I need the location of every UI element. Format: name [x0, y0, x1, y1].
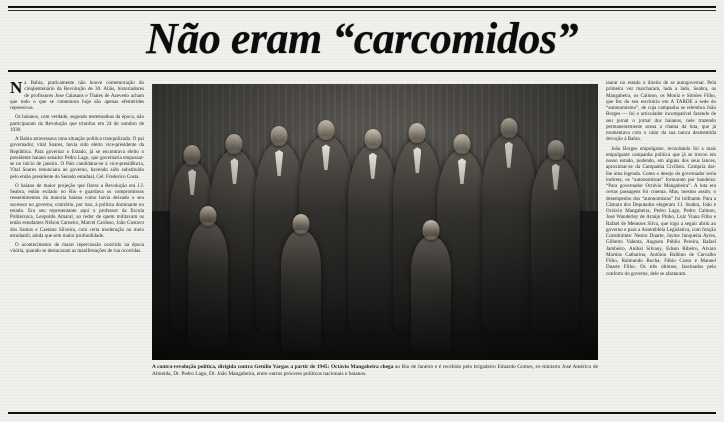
photo-figure-shirt	[369, 153, 377, 179]
paragraph: João Borges empolgarse, recordando foi a mais empolgante campanha política que já se travou em nosso estado, podendo, em alguns dos seus lances, aproximar-se da Campanha Civilista. Cumpria dar-lhe uma legenda. Como o desejo do governador seria indireta, os “autonomistas” formaram por bandeira: “Para governador Octávio Mangabeira”. A luta era certas passagens foi cruenta. Mas, mesmo assim, o desempenho dos “autonomistas” foi brilhante. Para a Câmara dos Deputados elegeram J.J. Seabra, João e Octávio Mangabeira, Pedro Lago, Pedro Calmon, José Wanderley de Araújo Pinho, Luiz Viana Filho e Rafael de Menezes Silva, que logo a seguir abriu ao governo e para a Assembléia Legislativa, com função Constituinte: Nestor Duarte, Jayme Junqueira Ayres, Gilberto Valenta, Augusto Públio Pereira, Rafael Jambeiro, Anibal Silvany, Edson Ribeiro, Alvaro Martins Catharino, Antônio Balbino de Carvalho Filho, Raimundo Rocha, Fábio Costa e Manuel Duarte Filho. Os três últimos, fascinados pelo conforto do governo, dele se afastaram.	[606, 145, 716, 277]
photo-figure-shirt	[322, 144, 330, 170]
photo-figure-shirt	[230, 158, 238, 184]
photo-figure-head	[271, 126, 288, 146]
photo-figure-head	[547, 140, 564, 160]
photo-figure-head	[453, 134, 470, 154]
paragraph	[10, 80, 144, 111]
photo-figure-head	[184, 145, 201, 165]
drop-cap: N	[10, 80, 23, 97]
photo-caption	[152, 364, 598, 378]
article-photo	[152, 84, 598, 360]
article-column-right	[606, 80, 716, 405]
article-column-left	[10, 80, 144, 405]
photo-figure	[482, 134, 536, 333]
photo-figure-head	[199, 206, 216, 226]
photo-figure	[348, 145, 397, 333]
photo-figure-shirt	[505, 142, 513, 168]
caption-lead: A contra-revolução política, dirigida contra Getúlio Vargas a partir de 1945: Octávio Mangabeira chega	[152, 364, 394, 370]
photo-figure-shirt	[275, 150, 283, 176]
photo-figure	[531, 156, 580, 333]
paragraph: Os baianos, com verdade, segundo testemunhas da época, não participaram da Revolução que triunfou em 24 de outubro de 1930.	[10, 114, 144, 133]
photo-figure-head	[409, 123, 426, 143]
left-column-text	[10, 80, 144, 255]
paragraph: O baiano de maior projeção que fizera a Revolução era J.J. Seabra, então exilado no Rio e guardava os compromissos ressentimentos da maioria baiana como havia deixado o seu sucessor no governo, contrário, por isso, à política dominante no estado. Era seu representante aqui o professor da Escola Politécnica, Leopoldo Amaral, ao redor de quem militavam os então estudantes Nélson Carneiro, Marcel Cardoso, João Gustavo dos Santos e Caetano Silveira, com certa moderação no meio estudantil, ainda que sem maior profundidade.	[10, 182, 144, 239]
photo-figure-shirt	[188, 169, 196, 195]
caption-rest: ao Rio de Janeiro e é recebido pelo brigadeiro Eduardo Gomes, ex-ministro José Américo de Almeida, Dr. Pedro Lago, Dr. João Mangabeira, entre outros próceres políticos nacionais e baianos.	[152, 364, 598, 377]
photo-figure-shirt	[458, 158, 466, 184]
paragraph-text: a Bahia, praticamente não houve comemoração do cinqüentenário da Revolução de 30. Aliás, historiadores de profissores Jose Calasans e Thales de Azevedo acham que tudo o que se comemora hoje são apenas efemérides repressivas.	[10, 80, 144, 111]
right-column-text	[606, 80, 716, 277]
headline-bottom-rule	[8, 70, 716, 72]
bottom-rule	[8, 412, 716, 414]
paragraph: taurar no estado o direito de se autogovernar. Pela primeira vez marcharam, lado a lado, Seabra, os Mangabeira, os Calmon, os Moniz e Simões Filho, que fez do seu escritório em A TARDE a sede do “autonomismo”, de cuja campanha se relembra João Borges — foi o articulador incompatível fazendo de seu jornal o jornal dos baianos, nele trazendo permanentemente acesa a chama da luta, que já momentava com o calor da sua nunca desmentida devoção à Bahia.	[606, 80, 716, 143]
photo-figure-shirt	[413, 147, 421, 173]
photo-figure-head	[226, 134, 243, 154]
top-rule	[8, 6, 716, 8]
photo-figure	[411, 236, 451, 352]
photo-figure-shirt	[552, 164, 560, 190]
top-rule-secondary	[8, 10, 716, 11]
photo-figure	[281, 230, 321, 351]
photo-figure-head	[364, 129, 381, 149]
paragraph: O acontecimento de maior repercussão ocorrido na época vitória, quando se destacaram as manifestações de rua ocorridas.	[10, 242, 144, 255]
photo-figure	[188, 222, 228, 349]
photo-image	[152, 84, 598, 360]
paragraph: A Bahia atravessava uma situação política tranquilizada. O pai governador, vital Soares, havia sido eleito vice-presidente da República. Para governar o Estado, já se encontrava eleito o presidente baiano senador Pedro Lago, que governaria empossar-se no início de janeiro. O País candidatar-se à vice-presidência, Vital Soares renunciara ao governo, havendo sido substituído pelo então presidente do Senado estadual, Cel. Frederico Costa.	[10, 136, 144, 180]
photo-figure-head	[422, 220, 439, 240]
photo-crowd	[152, 84, 598, 360]
page-headline: Não eram “carcomidos”	[146, 14, 578, 63]
photo-figure-head	[500, 118, 517, 138]
photo-figure-head	[293, 214, 310, 234]
photo-figure-head	[317, 120, 334, 140]
